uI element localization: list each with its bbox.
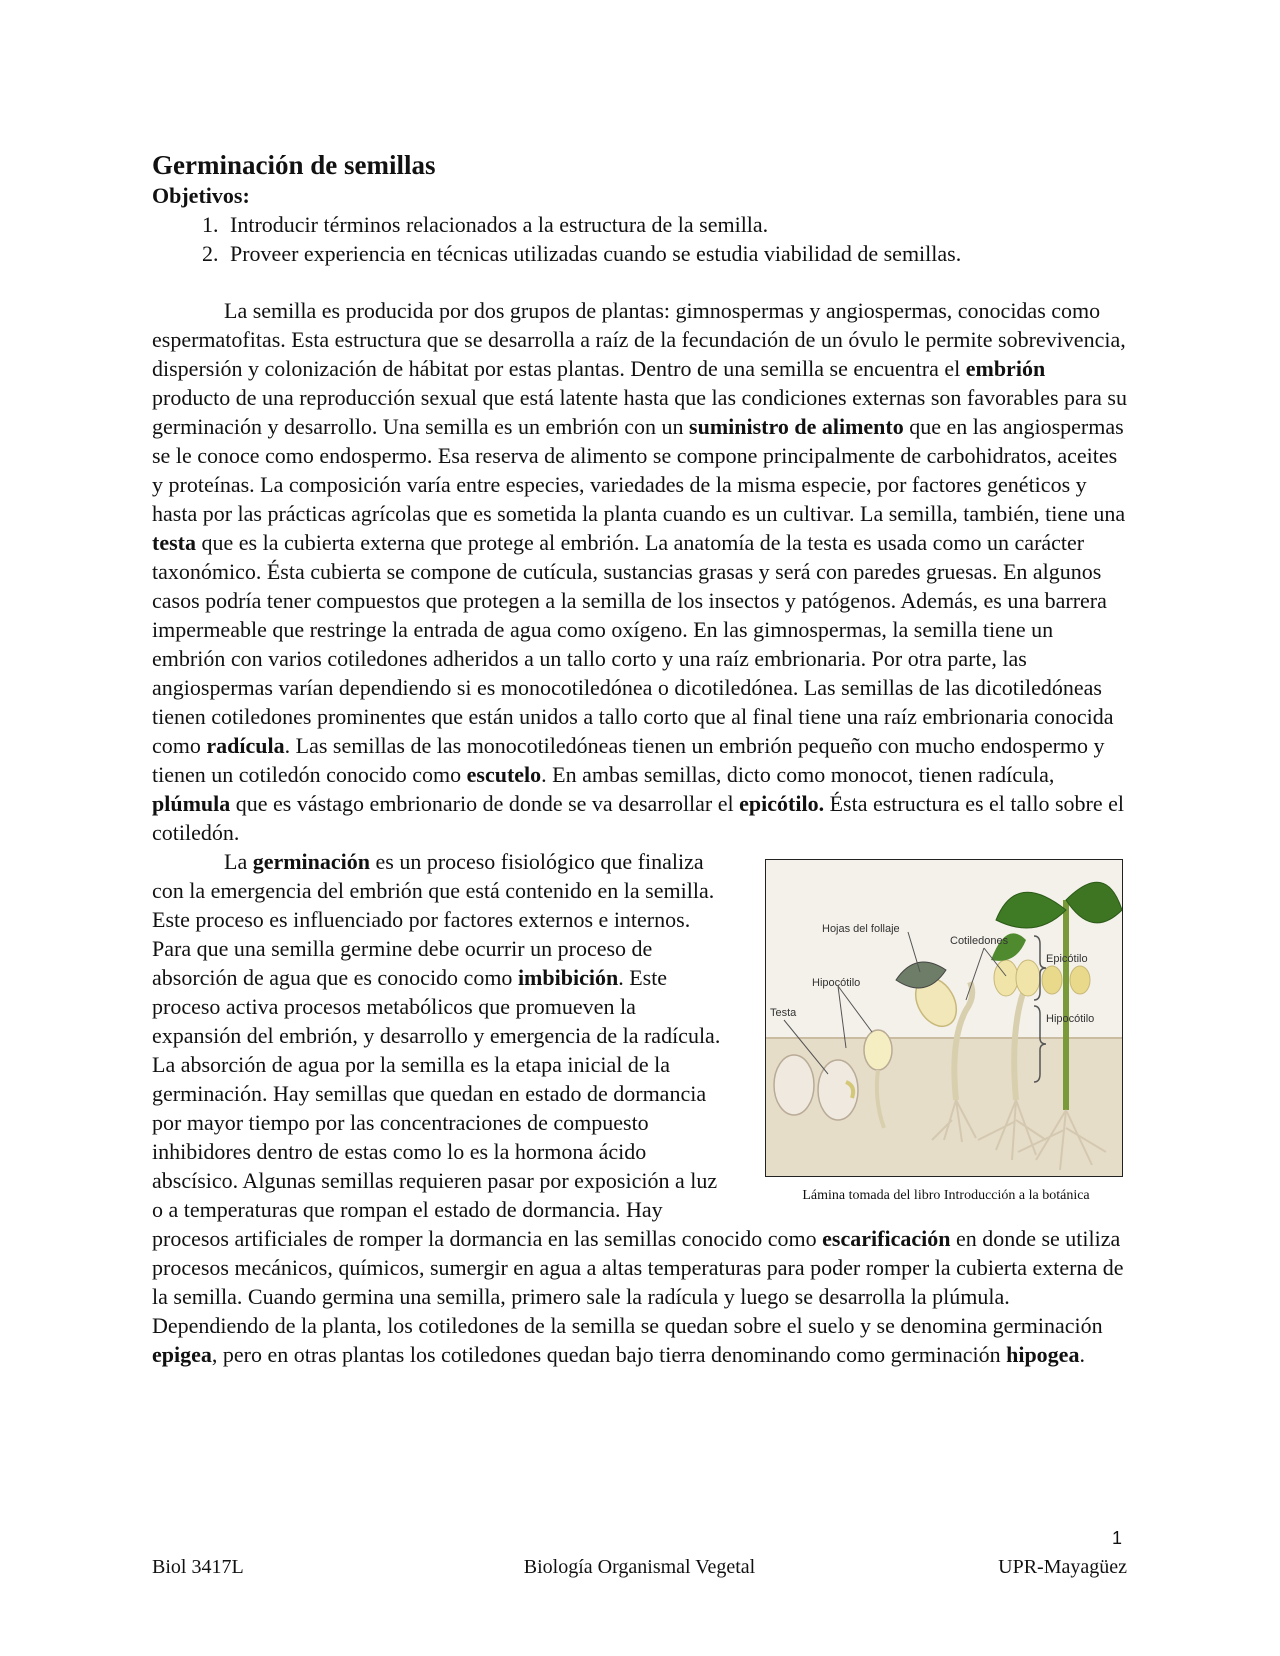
seed-shape xyxy=(774,1055,814,1115)
paragraph-seed: La semilla es producida por dos grupos de plantas: gimnospermas y angiospermas, conocidas como espermatofitas. Esta estructura que se desarrolla a raíz de la fecundación de un óvulo le permite sobrevivencia, dispersión y colonización de hábitat por estas plantas. Dentro de una semilla se encuentra el embrión producto de una reproducción sexual que está latente hasta que las condiciones externas son favorables para su germinación y desarrollo. Una semilla es un embrión con un suministro de alimento que en las angiospermas se le conoce como endospermo. Esa reserva de alimento se compone principalmente de carbohidratos, aceites y proteínas. La composición varía entre especies, variedades de la misma especie, por factores genéticos y hasta por las prácticas agrícolas que es sometida la planta cuando es un cultivar. La semilla, también, tiene una testa que es la cubierta externa que protege al embrión. La anatomía de la testa es usada como un carácter taxonómico. Ésta cubierta se compone de cutícula, sustancias grasas y será con paredes gruesas. En algunos casos podría tener compuestos que protegen a la semilla de los insectos y patógenos. Además, es una barrera impermeable que restringe la entrada de agua como oxígeno. En las gimnospermas, la semilla tiene un embrión con varios cotiledones adheridos a un tallo corto y una raíz embrionaria. Por otra parte, las angiospermas varían dependiendo si es monocotiledónea o dicotiledónea. Las semillas de las dicotiledóneas tienen cotiledones prominentes que están unidos a tallo corto que al final tiene una raíz embrionaria conocida como radícula. Las semillas de las monocotiledóneas tienen un embrión pequeño con mucho endospermo y tienen un cotiledón conocido como escutelo. En ambas semillas, dicto como monocot, tienen radícula, plúmula que es vástago embrionario de donde se va desarrollar el epicótilo. Ésta estructura es el tallo sobre el cotiledón. xyxy=(152,298,1127,845)
footer-course: Biol 3417L xyxy=(152,1556,244,1578)
term-hipogea: hipogea xyxy=(1006,1342,1080,1367)
term-imbibicion: imbibición xyxy=(517,965,619,990)
paragraph-germination: La germinación es un proceso fisiológico que finaliza con la emergencia del embrión que está contenido en la semilla. Este proceso es influenciado por factores externos e internos. Para que una semilla germine debe ocurrir un proceso de absorción de agua que es conocido como imbibición. Este proceso activa procesos metabólicos que promueven la expansión del embrión, y desarrollo y emergencia de la radícula. La absorción de agua por la semilla es la etapa inicial de la germinación. Hay semillas que quedan en estado de dormancia por mayor tiempo por las concentraciones de compuesto inhibidores dentro de estas como lo es la hormona ácido abscísico. Algunas semillas requieren pasar por exposición a luz o a temperaturas que rompan el estado de dormancia. Hay procesos artificiales de romper la dormancia en las semillas conocido como escarificación en donde se utiliza procesos mecánicos, químicos, sumergir en agua a altas temperaturas para poder romper la cubierta externa de la semilla. Cuando germina una semilla, primero sale la radícula y luego se desarrolla la plúmula. Dependiendo de la planta, los cotiledones de la semilla se quedan sobre el suelo y se denomina germinación epigea, pero en otras plantas los cotiledones quedan bajo tierra denominando como germinación hipogea. xyxy=(152,849,1124,1367)
term-escarificacion: escarificación xyxy=(822,1226,951,1251)
page-title: Germinación de semillas xyxy=(152,150,436,180)
germination-figure xyxy=(765,859,1127,1205)
term-epigea: epigea xyxy=(152,1342,212,1367)
label-testa: Testa xyxy=(770,1007,797,1019)
figure-caption: Lámina tomada del libro Introducción a la botánica xyxy=(802,1188,1090,1203)
footer-institution: UPR-Mayagüez xyxy=(998,1556,1127,1578)
term-suministro: suministro de alimento xyxy=(689,414,904,439)
term-epicotilo: epicótilo. xyxy=(739,791,825,816)
objective-item: 2. Proveer experiencia en técnicas utilizadas cuando se estudia viabilidad de semillas. xyxy=(224,239,1127,268)
term-escutelo: escutelo xyxy=(466,762,542,787)
term-plumula: plúmula xyxy=(152,791,231,816)
label-hipocotilo-left: Hipocótilo xyxy=(812,977,861,989)
term-embrion: embrión xyxy=(965,356,1046,381)
term-germinacion: germinación xyxy=(252,849,371,874)
seed-shape xyxy=(864,1030,892,1070)
term-testa: testa xyxy=(152,530,196,555)
label-hipocotilo-right: Hipocótilo xyxy=(1046,1013,1095,1025)
label-hojas: Hojas del follaje xyxy=(822,923,900,935)
page-number: 1 xyxy=(1112,1528,1123,1548)
footer-subject: Biología Organismal Vegetal xyxy=(523,1556,756,1578)
label-cotiledones: Cotiledones xyxy=(950,935,1009,947)
term-radicula: radícula xyxy=(206,733,285,758)
objective-item: 1. Introducir términos relacionados a la estructura de la semilla. xyxy=(224,210,1127,239)
objectives-list xyxy=(152,210,1127,268)
germination-illustration xyxy=(766,860,1122,1176)
label-epicotilo: Epicótilo xyxy=(1046,953,1088,965)
figure-frame xyxy=(765,859,1123,1177)
document-page xyxy=(152,148,1127,1369)
objectives-heading: Objetivos: xyxy=(152,183,250,208)
